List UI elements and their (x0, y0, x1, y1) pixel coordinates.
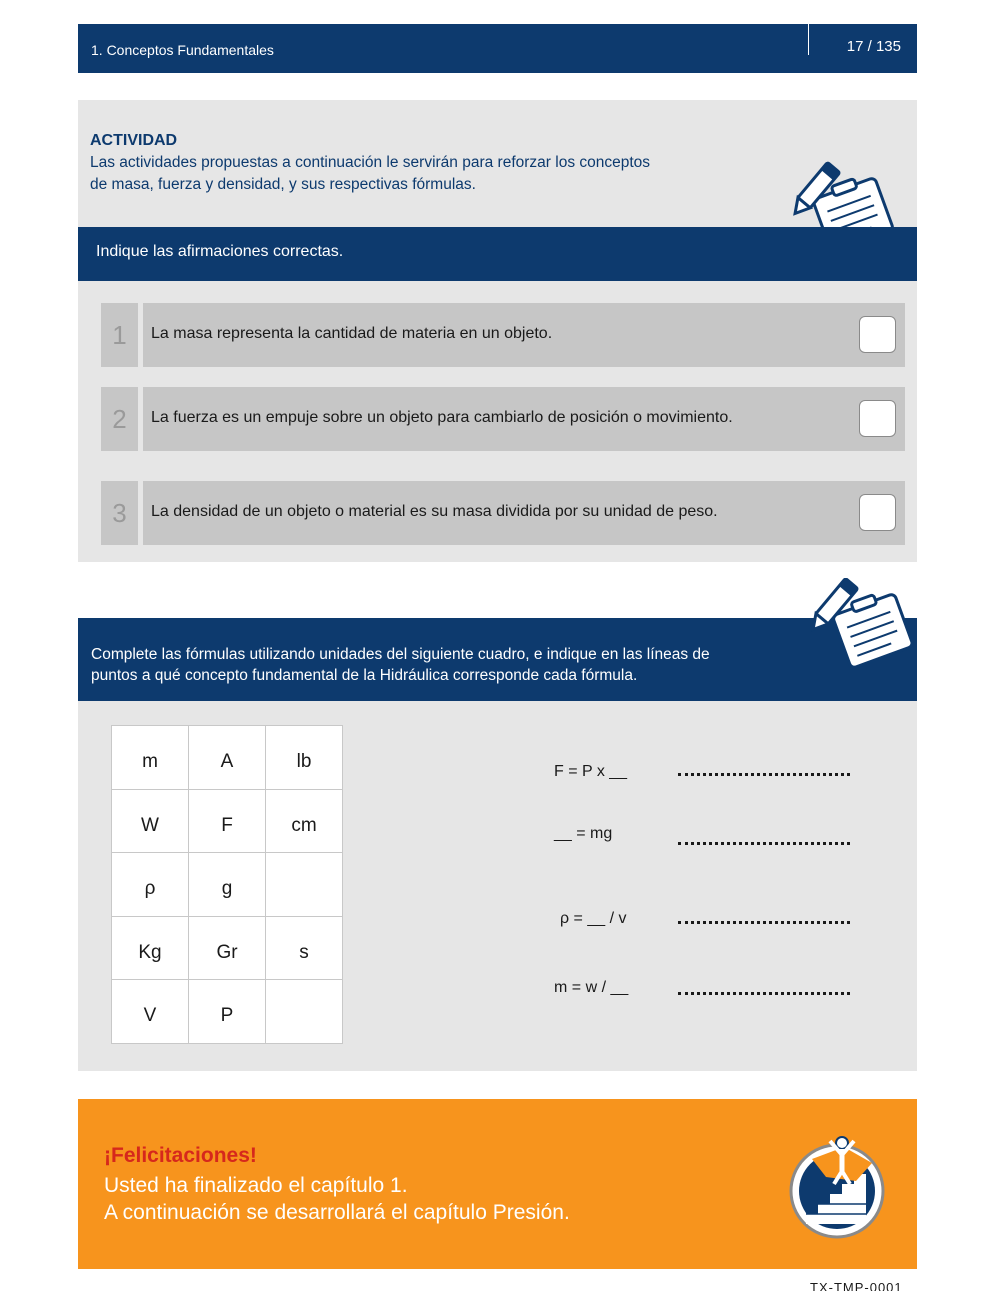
statement-number: 3 (101, 481, 138, 545)
statement-3 (101, 481, 905, 545)
instruction-bar (78, 227, 917, 281)
statement-number: 2 (101, 387, 138, 451)
statement-1-checkbox[interactable] (859, 316, 896, 353)
statement-box (143, 387, 905, 451)
unit-cell[interactable]: s (266, 916, 343, 980)
units-row (112, 916, 343, 980)
clipboard-pencil-icon (808, 578, 920, 674)
formulas-instruction-line-1: Complete las fórmulas utilizando unidades del siguiente cuadro, e indique en las líneas de (91, 646, 710, 663)
document-code: TX-TMP-0001 (810, 1280, 903, 1291)
units-row (112, 789, 343, 853)
section-title: 1. Conceptos Fundamentales (91, 42, 274, 58)
unit-cell[interactable]: V (112, 980, 189, 1044)
statement-number: 1 (101, 303, 138, 367)
statement-text: La fuerza es un empuje sobre un objeto para cambiarlo de posición o movimiento. (151, 409, 733, 426)
unit-cell[interactable]: A (189, 726, 266, 790)
formula-4-answer-line[interactable] (678, 992, 850, 995)
unit-cell[interactable]: Kg (112, 916, 189, 980)
header-divider (808, 24, 809, 55)
unit-cell[interactable] (266, 980, 343, 1044)
success-stairs-icon (786, 1129, 888, 1241)
formula-3-answer-line[interactable] (678, 921, 850, 924)
unit-cell[interactable]: P (189, 980, 266, 1044)
unit-cell[interactable]: lb (266, 726, 343, 790)
unit-cell[interactable]: cm (266, 789, 343, 853)
formula-2-answer-line[interactable] (678, 842, 850, 845)
unit-cell[interactable]: F (189, 789, 266, 853)
units-row (112, 980, 343, 1044)
unit-cell[interactable]: W (112, 789, 189, 853)
statement-box (143, 303, 905, 367)
statement-box (143, 481, 905, 545)
congrats-line-2: A continuación se desarrollará el capítulo Presión. (104, 1201, 570, 1224)
units-row (112, 853, 343, 917)
formula-1: F = P x __ (554, 763, 628, 780)
formulas-panel (78, 701, 917, 1071)
units-table (111, 725, 343, 1044)
formulas-instruction-line-2: puntos a qué concepto fundamental de la Hidráulica corresponde cada fórmula. (91, 667, 638, 684)
formulas-instruction-bar (78, 618, 917, 701)
header-bar (78, 24, 917, 73)
unit-cell[interactable]: g (189, 853, 266, 917)
activity-description-line-2: de masa, fuerza y densidad, y sus respectivas fórmulas. (90, 176, 476, 193)
formula-3: ρ = __ / v (560, 910, 627, 927)
unit-cell[interactable]: Gr (189, 916, 266, 980)
activity-description-line-1: Las actividades propuestas a continuación le servirán para reforzar los conceptos (90, 154, 651, 171)
instruction-text: Indique las afirmaciones correctas. (96, 243, 344, 260)
page-number: 17 / 135 (846, 38, 901, 55)
congrats-banner (78, 1099, 917, 1269)
congrats-line-1: Usted ha finalizado el capítulo 1. (104, 1174, 408, 1197)
formula-4: m = w / __ (554, 979, 629, 996)
congrats-title: ¡Felicitaciones! (104, 1144, 257, 1167)
activity-panel (78, 100, 917, 562)
formula-1-answer-line[interactable] (678, 773, 850, 776)
unit-cell[interactable] (266, 853, 343, 917)
activity-title: ACTIVIDAD (90, 132, 178, 149)
statement-2-checkbox[interactable] (859, 400, 896, 437)
statement-1 (101, 303, 905, 367)
unit-cell[interactable]: ρ (112, 853, 189, 917)
statement-text: La masa representa la cantidad de materia en un objeto. (151, 325, 553, 342)
statement-3-checkbox[interactable] (859, 494, 896, 531)
statement-2 (101, 387, 905, 451)
activity-description (90, 152, 750, 196)
formulas-instruction (91, 644, 811, 686)
unit-cell[interactable]: m (112, 726, 189, 790)
statement-text: La densidad de un objeto o material es su masa dividida por su unidad de peso. (151, 503, 718, 520)
units-row (112, 726, 343, 790)
formula-2: __ = mg (554, 825, 613, 842)
